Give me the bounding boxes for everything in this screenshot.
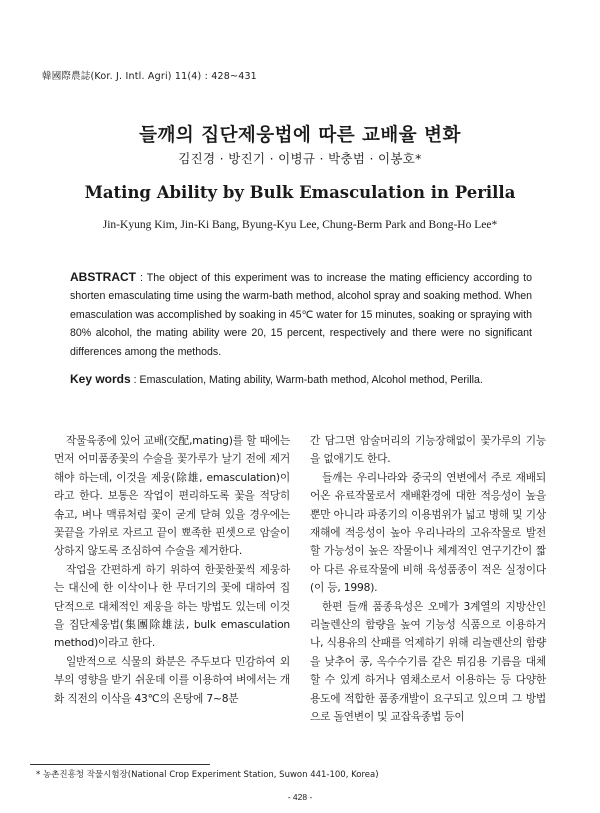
page-number: - 428 - (287, 792, 313, 802)
footnote: * 농촌진흥청 작물시험장(National Crop Experiment Station, Suwon 441-100, Korea) (36, 770, 379, 780)
body-column-left (54, 432, 290, 708)
authors-english: Jin-Kyung Kim, Jin-Ki Bang, Byung-Kyu Lee, Chung-Berm Park and Bong-Ho Lee* (102, 219, 498, 231)
journal-citation: 韓國際農誌(Kor. J. Intl. Agri) 11(4) : 428~431 (42, 71, 257, 82)
paragraph: 작물육종에 있어 교배(交配,mating)를 할 때에는 먼저 어미품종꽃의 수술을 꽃가루가 날기 전에 제거해야 하는데, 이것을 제웅(除雄, emasculation)이라고 한다. 보통은 작업이 편리하도록 꽃을 적당히 솎고, 벼나 맥류처럼 꽃이 굳게 닫혀 있을 경우에는 꽃끝을 가위로 자르고 끝이 뾰족한 핀셋으로 암술이 상하지 않도록 조심하여 수술을 제거한다. (54, 434, 290, 558)
title-english: Mating Ability by Bulk Emasculation in Perilla (84, 183, 516, 202)
keywords-text: : Emasculation, Mating ability, Warm-bath method, Alcohol method, Perilla. (133, 374, 483, 386)
keywords-label: Key words (70, 372, 131, 386)
paragraph: 들깨는 우리나라와 중국의 연변에서 주로 재배되어온 유료작물로서 재배환경에 대한 적응성이 높을 뿐만 아니라 파종기의 이용범위가 넓고 병해 및 기상재해에 적응성이 높아 우리나라의 고유작물로 발전할 가능성이 높은 작물이나 체계적인 연구기간이 짧아 다른 유료작물에 비해 육성품종이 적은 실정이다(이 등, 1998). (310, 470, 546, 595)
abstract-text: : The object of this experiment was to increase the mating efficiency according to shorten emasculating time using the warm-bath method, alcohol spray and soaking method. When emasculation was accomplished by soaking in 45℃ water for 15 minutes, soaking or spraying with 80% alcohol, the mating ability were 20, 15 percent, respectively and there were no significant differences among the methods. (70, 272, 532, 358)
title-korean: 들깨의 집단제웅법에 따른 교배율 변화 (139, 125, 461, 146)
paragraph: 한편 들깨 품종육성은 오메가 3계열의 지방산인 리놀렌산의 함량을 높여 기능성 식품으로 이용하거나, 식용유의 산패를 억제하기 위해 리놀렌산의 함량을 낮추어 콩, 옥수수기름 같은 튀김용 기름을 대체할 수 있게 하거나 염채소로서 이용하는 등 다양한 용도에 적합한 품종개발이 요구되고 있으며 그 방법으로 돌연변이 및 교잡육종법 등이 (310, 599, 546, 724)
abstract (70, 268, 532, 361)
abstract-label: ABSTRACT (70, 270, 136, 284)
keywords (70, 372, 540, 386)
body-column-right (310, 432, 546, 727)
paragraph: 일반적으로 식물의 화분은 주두보다 민감하여 외부의 영향을 받기 쉬운데 이를 이용하여 벼에서는 개화 직전의 이삭을 43℃의 온탕에 7~8분 (54, 654, 290, 705)
paragraph: 작업을 간편하게 하기 위하여 한꽃한꽃씩 제웅하는 대신에 한 이삭이나 한 무더기의 꽃에 대하여 집단적으로 대체적인 제웅을 하는 방법도 있는데 이것을 집단제웅법(集團除雄法, bulk emasculation method)이라고 한다. (54, 562, 290, 650)
footnote-divider (30, 764, 210, 765)
paragraph: 간 담그면 암술머리의 기능장해없이 꽃가루의 기능을 없애기도 한다. (310, 434, 546, 466)
authors-korean: 김진경 · 방진기 · 이병규 · 박충범 · 이봉호* (178, 151, 422, 166)
